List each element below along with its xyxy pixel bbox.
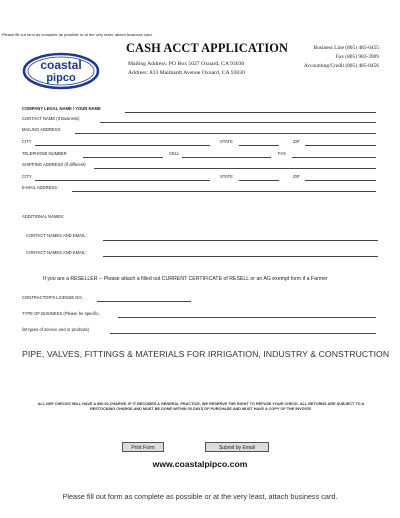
business-type-field[interactable] — [118, 317, 376, 318]
services-label: list types of service and or prodcuts) — [22, 327, 90, 332]
contact-email-field-1[interactable] — [103, 240, 378, 241]
fax-field[interactable] — [292, 157, 376, 158]
state-field[interactable] — [239, 145, 279, 146]
city-field[interactable] — [35, 145, 210, 146]
accounting-phone: Accounting/Credit (805) 485-0456 — [303, 63, 379, 69]
product-headline: PIPE, VALVES, FITTINGS & MATERIALS FOR IRRIGATION, INDUSTRY & CONSTRUCTION — [22, 349, 390, 359]
fax-label: FAX — [278, 151, 286, 156]
zip-label: ZIP — [293, 139, 300, 144]
contact-email-label-1: CONTACT NAMES AND EMAIL: — [26, 233, 87, 238]
contractor-license-field[interactable] — [97, 301, 191, 302]
top-instruction-note: Please fill out form as complete as possible or at the very least, attach business card. — [2, 32, 153, 37]
telephone-label: TELEPHONE NUMBER — [22, 151, 67, 156]
contact-email-field-2[interactable] — [103, 256, 378, 257]
telephone-field[interactable] — [83, 157, 163, 158]
city2-field[interactable] — [35, 180, 210, 181]
cell-field[interactable] — [182, 157, 271, 158]
form-title: CASH ACCT APPLICATION — [126, 41, 289, 55]
contact-email-label-2: CONTACT NAMES AND EMAIL: — [26, 250, 87, 255]
street-address: Address: 833 Mailhardt Avenue Oxnard, CA 93030 — [128, 70, 245, 76]
shipping-address-label: SHIPPING ADDRESS (If different) — [22, 162, 86, 167]
contractor-license-label: CONTRACTOR'S LICENSE NO. — [22, 295, 83, 300]
svg-text:coastal: coastal — [40, 58, 82, 72]
svg-text:pipco: pipco — [46, 72, 76, 84]
business-type-label: TYPE OF BUSINESS (Please be specific, — [22, 311, 100, 316]
state2-label: STATE — [220, 174, 233, 179]
mailing-address-field[interactable] — [75, 133, 376, 134]
city2-label: CITY — [22, 174, 32, 179]
zip2-label: ZIP — [293, 174, 300, 179]
cell-label: CELL — [169, 151, 180, 156]
nsf-notice: ALL NSF CHECKS WILL HAVE A $50.00 CHARGE. IF IT BECOMES A GENERAL PRACTICE, WE RESERVE THE RIGHT TO REFUSE YOUR CHECK. ALL RETURNS ARE SUBJECT TO A RESTOCKING CHARGE AND MUST BE DONE WITHIN 30 DAYS OF PURCHASE AND MUST HAVE A COPY OF THE INVOICE. — [37, 402, 365, 412]
shipping-address-field[interactable] — [94, 168, 376, 169]
submit-email-button[interactable]: Submit by Email — [205, 442, 269, 452]
website-link[interactable]: www.coastalpipco.com — [152, 459, 248, 469]
city-label: CITY — [22, 139, 32, 144]
zip2-field[interactable] — [305, 180, 376, 181]
business-phone: Business Line (805) 485-0455 — [313, 45, 379, 51]
email-label: E-MAIL ADDRESS : — [22, 185, 60, 190]
services-field[interactable] — [110, 333, 376, 334]
state-label: STATE — [220, 139, 233, 144]
company-name-field[interactable] — [125, 112, 376, 113]
company-name-label: COMPANY LEGAL NAME / YOUR NAME — [22, 106, 101, 111]
fax-number: Fax (805) 983-3909 — [335, 54, 379, 60]
email-field[interactable] — [72, 191, 376, 192]
mailing-address: Mailing Address: PO Box 5027 Oxnard, CA 93030 — [128, 61, 245, 67]
contact-name-label: CONTACT NAME (If Business) — [22, 116, 80, 121]
mailing-address-label: MAILING ADDRESS — [22, 127, 61, 132]
bottom-instruction-note: Please fill out form as complete as possible or at the very least, attach business card. — [62, 492, 338, 501]
print-form-button[interactable]: Print Form — [122, 442, 164, 452]
coastal-pipco-logo — [22, 52, 100, 90]
contact-name-field[interactable] — [100, 122, 376, 123]
zip-field[interactable] — [305, 145, 376, 146]
reseller-notice: If you are a RESELLER -- Please attach a filled out CURRENT CERTIFICATE of RESELL or an AG exempt form if a Farmer — [43, 276, 328, 282]
state2-field[interactable] — [239, 180, 279, 181]
additional-names-label: ADDITIONAL NAMES: — [22, 214, 65, 219]
